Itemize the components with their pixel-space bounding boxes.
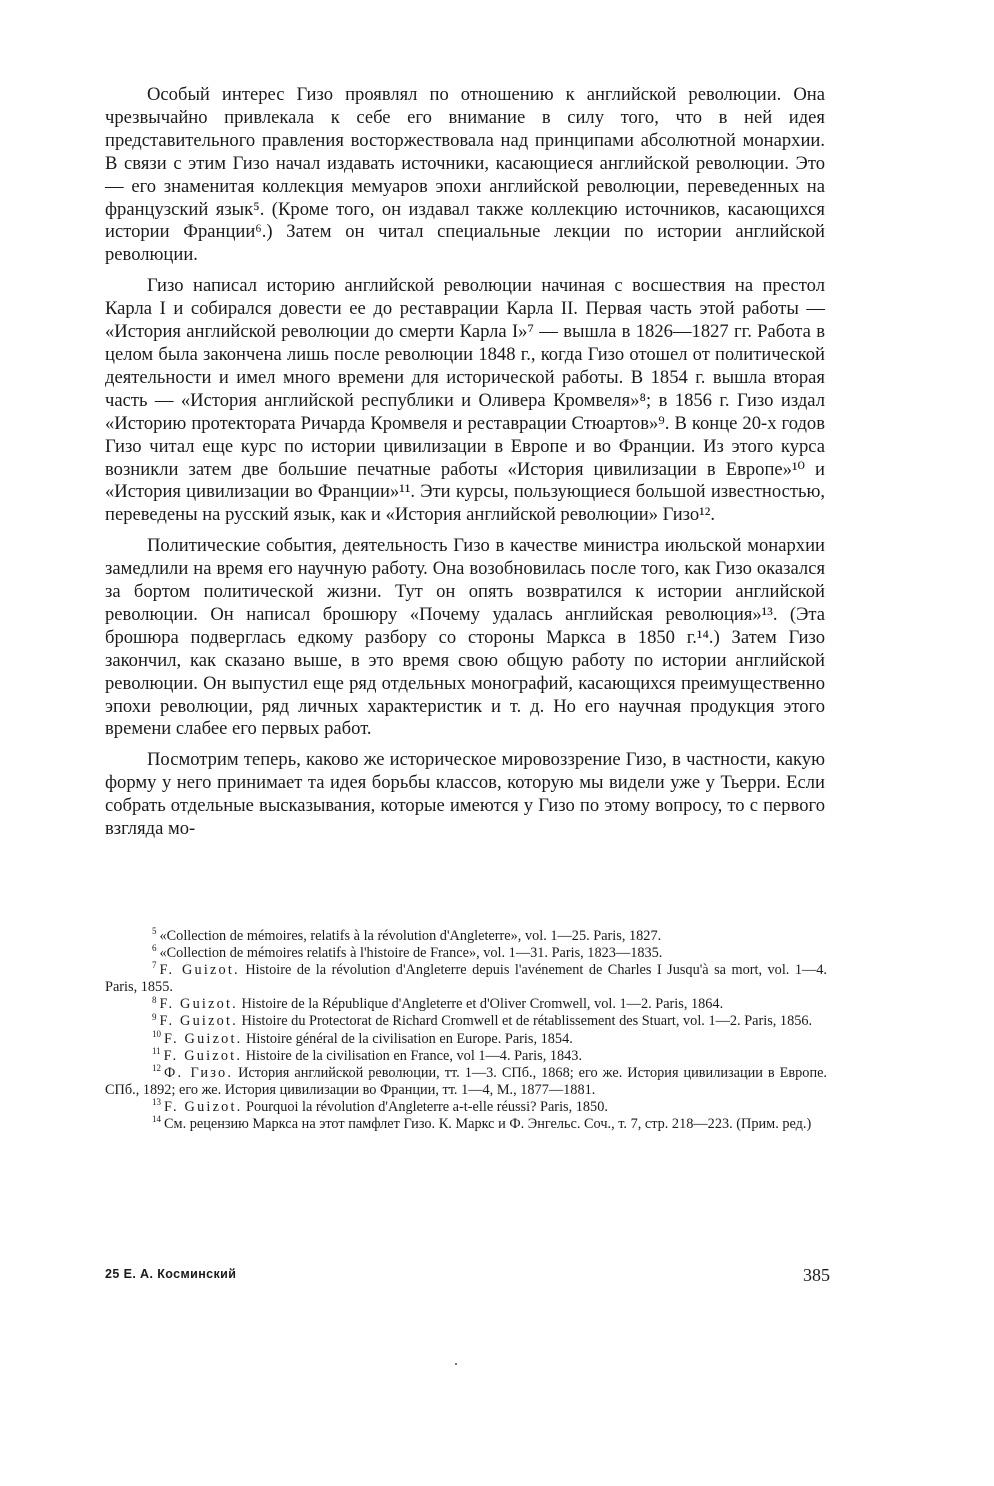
footnote-author: F. Guizot. [163,1047,243,1064]
footnote [105,1062,828,1099]
footnote-text: См. рецензию Маркса на этот памфлет Гизо. К. Маркс и Ф. Энгельс. Соч., т. 7, стр. 218—223. (Прим. ред.) [164,1116,812,1133]
footnote-text: Histoire du Protectorat de Richard Cromwell et de rétablissement des Stuart, vol. 1—2. Paris, 1856. [241,1013,813,1030]
footnotes [105,928,827,1133]
footnote-number: 5 [152,926,157,937]
footnote [105,996,827,1013]
footnote-number: 10 [152,1028,161,1039]
footnote-text: «Collection de mémoires relatifs à l'histoire de France», vol. 1—31. Paris, 1823—1835. [159,945,663,962]
footnote-author: F. Guizot. [164,1030,243,1047]
paragraph-4: Посмотрим теперь, каково же историческое мировоззрение Гизо, в частности, какую форму у него принимает та идея борьбы классов, которую мы видели уже у Тьерри. Если собрать отдельные высказывания, которые имеются у Гизо по этому вопросу, то с первого взгляда мо- [105,749,825,840]
footnote [105,1028,827,1048]
signature-mark: 25 Е. А. Косминский [105,1267,237,1281]
footnote [105,962,827,996]
page-footer [105,1265,830,1287]
print-speck [455,1363,457,1365]
paragraph-2: Гизо написал историю английской революции начиная с восшествия на престол Карла I и собирался довести ее до реставрации Карла II. Первая часть этой работы — «История английской революции до смерти Карла I»⁷ — вышла в 1826—1827 гг. Работа в целом была закончена лишь после революции 1848 г., когда Гизо отошел от политической деятельности и имел много времени для исторической работы. В 1854 г. вышла вторая часть — «История английской республики и Оливера Кромвеля»⁸; в 1856 г. Гизо издал «Историю протектората Ричарда Кромвеля и реставрации Стюартов»⁹. В конце 20-х годов Гизо читал еще курс по истории цивилизации в Европе и во Франции. Из этого курса возникли затем две большие печатные работы «История цивилизации в Европе»¹⁰ и «История цивилизации во Франции»¹¹. Эти курсы, пользующиеся большой известностью, переведены на русский язык, как и «История английской революции» Гизо¹². [105,275,825,526]
paragraph-1: Особый интерес Гизо проявлял по отношению к английской революции. Она чрезвычайно привлекала к себе его внимание в силу того, что в ней идея представительного правления восторжествовала над принципами абсолютной монархии. В связи с этим Гизо начал издавать источники, касающиеся английской революции. Это — его знаменитая коллекция мемуаров эпохи английской революции, переведенных на французский язык⁵. (Кроме того, он издавал также коллекцию источников, касающихся истории Франции⁶.) Затем он читал специальные лекции по истории английской революции. [105,84,825,266]
paragraph-3: Политические события, деятельность Гизо в качестве министра июльской монархии замедлили на время его научную работу. Она возобновилась после того, как Гизо оказался за бортом политической жизни. Тут он опять возвратился к истории английской революции. Он написал брошюру «Почему удалась английская революция»¹³. (Эта брошюра подверглась едкому разбору со стороны Маркса в 1850 г.¹⁴.) Затем Гизо закончил, как сказано выше, в это время свою общую работу по истории английской революции. Он выпустил еще ряд отдельных монографий, касающихся преимущественно эпохи революции, ряд личных характеристик и т. д. Но его научная продукция этого времени слабее его первых работ. [105,535,825,740]
footnote [105,1013,827,1030]
footnote-text: «Collection de mémoires, relatifs à la révolution d'Angleterre», vol. 1—25. Paris, 1827. [159,928,662,944]
footnote-text: Histoire général de la civilisation en Europe. Paris, 1854. [246,1030,573,1047]
footnote [105,945,827,962]
footnote-author: F. Guizot. [159,1013,238,1030]
footnote-number: 6 [152,943,157,954]
footnote [105,928,827,945]
main-text [105,84,825,841]
footnote-number: 8 [152,994,157,1005]
footnote-author: Ф. Гизо. [164,1064,234,1081]
footnote [105,1099,827,1116]
footnote-number: 11 [152,1045,161,1056]
footnote-author: F. Guizot. [159,996,238,1013]
footnote-text: Histoire de la République d'Angleterre et d'Oliver Cromwell, vol. 1—2. Paris, 1864. [241,996,724,1013]
footnote-author: F. Guizot. [164,1098,243,1115]
footnote [105,1116,827,1133]
footnote-number: 9 [152,1011,157,1022]
footnote-text: Pourquoi la révolution d'Angleterre a-t-elle réussi? Paris, 1850. [246,1098,608,1115]
footnote-text: История английской революции, тт. 1—3. СПб., 1868; его же. История цивилизации в Европе. СПб., 1892; его же. История цивилизации во Франции, тт. 1—4, М., 1877—1881. [105,1064,828,1098]
footnote [105,1045,827,1065]
footnote-text: Histoire de la révolution d'Angleterre depuis l'avénement de Charles I Jusqu'à sa mort, vol. 1—4. Paris, 1855. [105,962,827,996]
footnote-number: 13 [152,1097,161,1108]
page-number: 385 [803,1265,830,1285]
footnote-number: 7 [152,960,157,971]
footnote-number: 14 [152,1114,161,1125]
footnote-text: Histoire de la civilisation en France, vol 1—4. Paris, 1843. [245,1047,583,1064]
footnote-number: 12 [152,1062,161,1073]
footnote-author: F. Guizot. [159,962,240,979]
